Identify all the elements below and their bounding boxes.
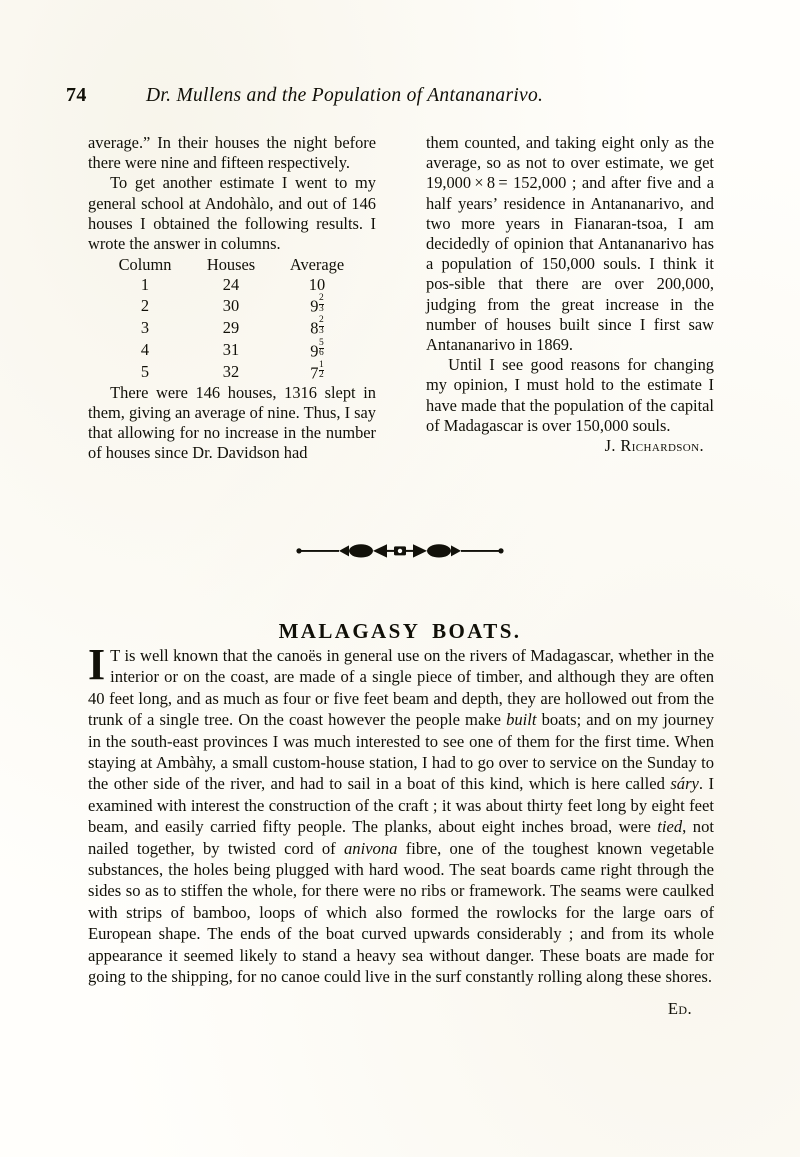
paragraph: average.” In their houses the night before there were nine and fifteen respectively. bbox=[88, 133, 376, 173]
cell-column: 3 bbox=[140, 317, 150, 337]
page-folio-number: 74 bbox=[66, 84, 87, 106]
article-two-title: MALAGASY BOATS. bbox=[278, 619, 522, 644]
cell-column: 2 bbox=[140, 295, 150, 315]
article-one-left-column bbox=[88, 133, 376, 463]
body-text: . I examined with interest the construction of the craft ; it was about thirty feet long by eight feet beam, and easily carried fifty people. The planks, about eight inches broad, were bbox=[88, 774, 714, 837]
fraction: $\frac{1}{2}$ bbox=[318, 359, 324, 381]
table-row bbox=[102, 339, 360, 361]
article-one-signature: J. Richardson. bbox=[604, 436, 704, 456]
fraction: $\frac{2}{3}$ bbox=[318, 293, 324, 314]
paragraph: There were 146 houses, 1316 slept in them, giving an average of nine. Thus, I say that allowing for no increase in the number of houses since Dr. Davidson had bbox=[88, 382, 376, 463]
article-two-paragraph bbox=[88, 640, 714, 988]
table-row bbox=[102, 294, 360, 316]
running-head bbox=[66, 84, 734, 110]
cell-column: 1 bbox=[140, 274, 150, 294]
printers-ornament-divider bbox=[0, 540, 800, 567]
fraction: $\frac{2}{3}$ bbox=[318, 315, 324, 336]
italic-term-tied: tied bbox=[657, 817, 683, 837]
column-header-average: Average bbox=[289, 255, 345, 275]
cell-average: 8 $\frac{2}{3}$ bbox=[310, 315, 324, 338]
cell-average: 10 bbox=[308, 274, 326, 294]
cell-houses: 30 bbox=[222, 295, 240, 315]
italic-term-sary: sáry bbox=[670, 774, 699, 794]
article-two-signature: Ed. bbox=[667, 998, 692, 1018]
italic-term-anivona: anivona bbox=[343, 838, 398, 858]
table-header-row bbox=[102, 255, 360, 275]
table-row bbox=[102, 275, 360, 295]
body-text: boats; and on my journey in the south-east provinces I was much interested to see one of them for the first time. When staying at Ambàhy, a small custom-house station, I had to go over to service on the Sunday to the other side of the river, and had to sail in a boat of this kind, which is here called bbox=[88, 710, 714, 794]
cell-houses: 32 bbox=[222, 361, 240, 381]
running-head-title: Dr. Mullens and the Population of Antananarivo. bbox=[146, 85, 544, 106]
fraction: $\frac{5}{6}$ bbox=[318, 337, 324, 359]
body-text: single piece of timber, and although they are often 40 feet long, and as much as four or five feet beam and depth, they are hollowed out from the trunk of a single tree. On the coast however the people make bbox=[88, 667, 714, 730]
cell-average: 7 $\frac{1}{2}$ bbox=[310, 359, 324, 382]
lead-text: T is well known that the canoës in general use on the rivers of Madagascar, whether in the interior or on the coast, are made of a bbox=[110, 646, 714, 687]
cell-average: 9 $\frac{2}{3}$ bbox=[310, 293, 324, 316]
article-one-right-column bbox=[426, 133, 714, 456]
paragraph: To get another estimate I went to my general school at Andohàlo, and out of 146 houses I obtained the following results. I wrote the answer in columns. bbox=[88, 173, 376, 254]
article-two-body bbox=[88, 640, 714, 1019]
cell-column: 5 bbox=[140, 361, 150, 381]
column-header-column: Column bbox=[118, 255, 172, 275]
cell-houses: 29 bbox=[222, 317, 240, 337]
paragraph: Until I see good reasons for changing my opinion, I must hold to the estimate I have made that the population of the capital of Madagascar is over 150,000 souls. bbox=[426, 355, 714, 435]
body-text: , not nailed together, by twisted cord of bbox=[88, 817, 714, 858]
column-header-houses: Houses bbox=[206, 255, 256, 275]
cell-houses: 31 bbox=[222, 339, 240, 359]
table-row bbox=[102, 316, 360, 338]
house-average-table bbox=[102, 255, 360, 382]
cell-column: 4 bbox=[140, 339, 150, 359]
cell-houses: 24 bbox=[222, 274, 240, 294]
italic-term-built: built bbox=[506, 710, 537, 730]
drop-cap-letter: I bbox=[88, 640, 106, 689]
body-text: fibre, one of the toughest known vegetable substances, the holes being plugged with hard wood. The seat boards came right through the sides so as to stiffen the whole, for there were no ribs or framework. The seams were caulked with strips of bamboo, loops of which also formed the rowlocks for the large oars of European shape. The ends of the boat curved upwards considerably ; and from its whole appearance it seemed likely to stand a heavy sea without danger. These boats are made for going to the shipping, for no canoe could live in the surf constantly rolling along these shores. bbox=[88, 838, 714, 987]
cell-average: 9 $\frac{5}{6}$ bbox=[310, 337, 324, 360]
paragraph: them counted, and taking eight only as the average, so as not to over estimate, we get 19,000 × 8 = 152,000 ; and after five and a half years’ residence in Antananarivo, and two more years in Fianaran-tsoa, I am decidedly of opinion that Antananarivo has a population of 150,000 souls. I think it pos-sible that there are over 200,000, judging from the great increase in the number of houses built since I first saw Antananarivo in 1869. bbox=[426, 133, 714, 355]
table-row bbox=[102, 361, 360, 383]
table-body bbox=[102, 275, 360, 383]
